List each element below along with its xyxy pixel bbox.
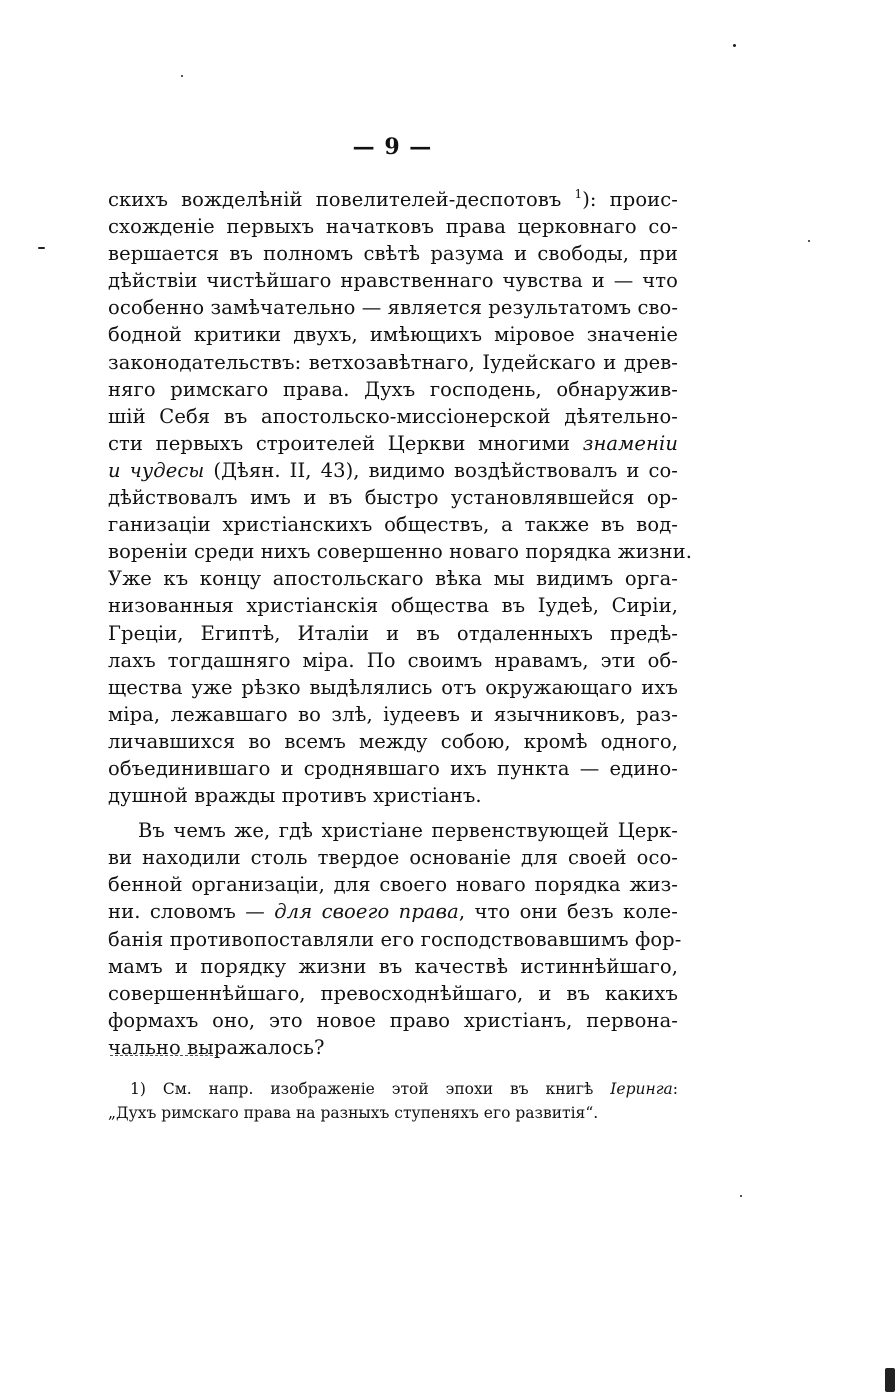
scan-speck: [181, 75, 183, 77]
main-text: [108, 186, 693, 1061]
footnote-divider: [110, 1055, 218, 1056]
text-line: мамъ и порядку жизни въ качествѣ истиннѣйшаго,: [108, 954, 678, 978]
text-line: міра, лежавшаго во злѣ, іудеевъ и язычниковъ, раз-: [108, 702, 678, 726]
scan-speck: [885, 1368, 895, 1392]
page-number: — 9 —: [352, 134, 433, 160]
text-line: душной вражды противъ христіанъ.: [108, 784, 482, 808]
text-line: дѣйствіи чистѣйшаго нравственнаго чувства и — что: [108, 269, 678, 293]
text-line: объединившаго и сроднявшаго ихъ пункта — едино-: [108, 756, 678, 780]
text-line: лахъ тогдашняго міра. По своимъ нравамъ, эти об-: [108, 648, 678, 672]
footnote-line: [108, 1077, 678, 1101]
text-line: Греціи, Египтѣ, Италіи и въ отдаленныхъ предѣ-: [108, 621, 678, 645]
footnote-line: „Духъ римскаго права на разныхъ ступеняхъ его развитія“.: [108, 1104, 599, 1122]
text-line: Въ чемъ же, гдѣ христіане первенствующей Церк-: [138, 819, 678, 843]
text-line: вореніи среди нихъ совершенно новаго порядка жизни.: [108, 540, 693, 564]
text-line: законодательствъ: ветхозавѣтнаго, Іудейскаго и древ-: [108, 350, 678, 374]
text-line: шій Себя въ апостольско-миссіонерской дѣятельно-: [108, 404, 678, 428]
text-line: совершеннѣйшаго, превосходнѣйшаго, и въ какихъ: [108, 981, 678, 1005]
text-line: банія противопоставляли его господствовавшимъ фор-: [108, 927, 682, 951]
footnote-text: См. напр. изображеніе этой эпохи въ книгѣ Іеринга:: [162, 1080, 679, 1098]
text-line: схожденіе первыхъ начатковъ права церковнаго со-: [108, 215, 678, 239]
text-line: дѣйствовалъ имъ и въ быстро установлявшейся ор-: [108, 486, 678, 510]
text-line: особенно замѣчательно — является результатомъ сво-: [108, 296, 679, 320]
footnote: [108, 1077, 678, 1125]
text-line: и чудесы (Дѣян. II, 43), видимо воздѣйствовалъ и со-: [108, 458, 678, 482]
scan-speck: [740, 1195, 742, 1197]
text-line: ганизаціи христіанскихъ обществъ, а также въ вод-: [108, 513, 678, 537]
text-line: щества уже рѣзко выдѣлялись отъ окружающаго ихъ: [108, 675, 678, 699]
scan-speck: [808, 240, 810, 242]
scan-speck: [733, 44, 736, 47]
text-line: няго римскаго права. Духъ господень, обнаружив-: [108, 377, 678, 401]
footnote-ref: 1: [574, 187, 583, 201]
text-line: Уже къ концу апостольскаго вѣка мы видимъ орга-: [108, 567, 678, 591]
text-line: формахъ оно, это новое право христіанъ, первона-: [108, 1008, 678, 1032]
text-line: личавшихся во всемъ между собою, кромѣ одного,: [108, 729, 678, 753]
text-line: бенной организаціи, для своего новаго порядка жиз-: [108, 873, 678, 897]
text-line: ви находили столь твердое основаніе для своей осо-: [108, 846, 678, 870]
footnote-marker: 1): [130, 1080, 146, 1098]
text-line: чально выражалось?: [108, 1035, 325, 1059]
text-line: скихъ вожделѣній повелителей-деспотовъ $^1$): проис-: [108, 187, 678, 211]
text-line: вершается въ полномъ свѣтѣ разума и свободы, при: [108, 242, 678, 266]
text-line: ни. словомъ — для своего права, что они безъ коле-: [108, 900, 678, 924]
scan-speck: [38, 247, 45, 249]
text-line: сти первыхъ строителей Церкви многими знаменіи: [108, 431, 678, 455]
text-line: низованныя христіанскія общества въ Іудеѣ, Сиріи,: [108, 594, 678, 618]
text-line: бодной критики двухъ, имѣющихъ міровое значеніе: [108, 323, 678, 347]
